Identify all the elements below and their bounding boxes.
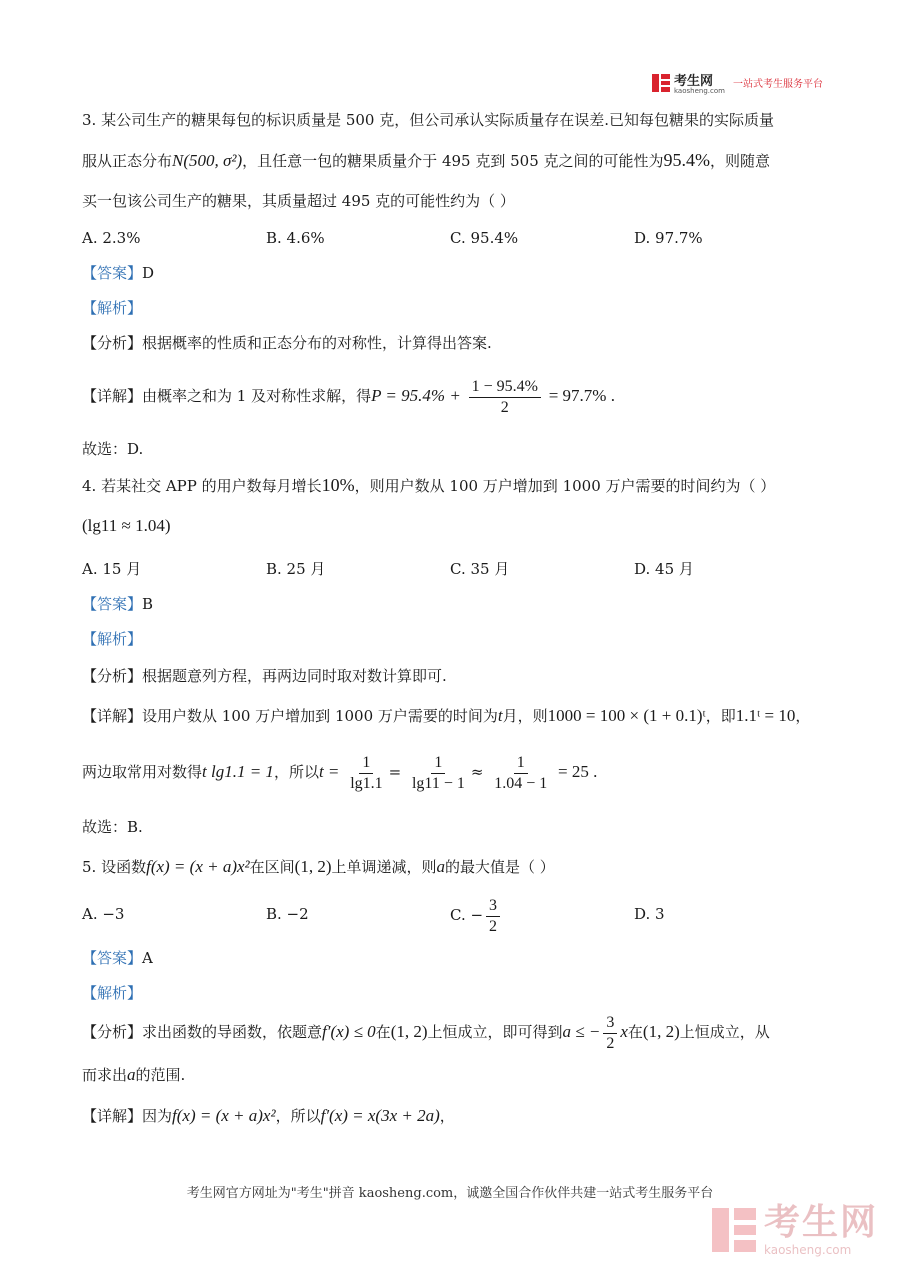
- q4-analysis: 【分析】根据题意列方程，再两边同时取对数计算即可.: [82, 667, 447, 685]
- q4-jiexi: 【解析】: [82, 630, 143, 648]
- q4-option-d: D. 45 月: [634, 560, 694, 578]
- q5-jiexi: 【解析】: [82, 984, 143, 1002]
- watermark: [712, 1203, 878, 1257]
- q3-option-b: B. 4.6%: [266, 229, 325, 247]
- q4-detail: 【详解】设用户数从 100 万户增加到 1000 万户需要的时间为t月，则1000 = 100 × (1 + 0.1)ᵗ，即1.1ᵗ = 10，: [82, 706, 811, 725]
- q3-option-c: C. 95.4%: [450, 229, 519, 247]
- q5-analysis: 【分析】求出函数的导函数，依题意f′(x) ≤ 0在(1, 2)上恒成立，即可得到a ≤ − $\frac{3}{2}$ x在(1, 2)上恒成立，从: [82, 1013, 770, 1052]
- q3-fraction: $\frac{1 - 95.4\%}{2}$: [469, 377, 541, 418]
- header-logo: [652, 70, 823, 95]
- normal-distribution: N(500, σ²): [172, 151, 243, 170]
- q3-option-d: D. 97.7%: [634, 229, 703, 247]
- q3-conclusion: 故选：D.: [82, 440, 144, 458]
- watermark-url: kaosheng.com: [764, 1243, 852, 1257]
- q5-detail: 【详解】因为f(x) = (x + a)x²，所以f′(x) = x(3x + 2a)，: [82, 1106, 455, 1125]
- q3-line3: 买一包该公司生产的糖果，其质量超过 495 克的可能性约为（ ）: [82, 192, 515, 210]
- q5-option-d: D. 3: [634, 905, 665, 923]
- q3-option-a: A. 2.3%: [82, 229, 141, 247]
- q3-answer: 【答案】D: [82, 264, 155, 282]
- q5-option-c: C. − $\frac{3}{2}$: [450, 893, 503, 937]
- q3-analysis: 【分析】根据概率的性质和正态分布的对称性，计算得出答案.: [82, 334, 492, 352]
- q4-answer: 【答案】B: [82, 595, 154, 613]
- q5-option-a: A. −3: [82, 905, 125, 923]
- q5-line1: 5. 设函数f(x) = (x + a)x²在区间(1, 2)上单调递减，则a的最大值是（ ）: [82, 857, 555, 876]
- q3-detail: 【详解】由概率之和为 1 及对称性求解，得P = 95.4% + $\frac{1 - 95.4\%}{2}$ = 97.7% .: [82, 377, 615, 416]
- header-url: kaosheng.com: [674, 87, 725, 95]
- watermark-name: 考生网: [764, 1202, 879, 1243]
- header-brand: 考生网: [674, 74, 714, 89]
- watermark-logo-icon: [712, 1208, 756, 1252]
- q4-detail-line2: 两边取常用对数得t lg1.1 = 1，所以t = $\frac{1}{\lg 1.1}$ = $\frac{1}{\lg 11 - 1}$ ≈ $\frac{1}{1.04 - 1}$ = 25 .: [82, 753, 598, 792]
- q5-analysis-line2: 而求出a的范围.: [82, 1065, 186, 1084]
- q3-line1: 3. 某公司生产的糖果每包的标识质量是 500 克，但公司承认实际质量存在误差.已知每包糖果的实际质量: [82, 111, 775, 129]
- q4-conclusion: 故选：B.: [82, 818, 143, 836]
- q5-option-b: B. −2: [266, 905, 309, 923]
- header-slogan: 一站式考生服务平台: [732, 79, 823, 90]
- footer-text: 考生网官方网址为"考生"拼音 kaosheng.com，诚邀全国合作伙伴共建一站式考生服务平台: [186, 1186, 714, 1201]
- q4-hint: (lg11 ≈ 1.04): [82, 516, 171, 535]
- q4-option-c: C. 35 月: [450, 560, 510, 578]
- q4-option-a: A. 15 月: [82, 560, 142, 578]
- q5-answer: 【答案】A: [82, 949, 153, 967]
- q3-line2: 服从正态分布N(500, σ²)，且任意一包的糖果质量介于 495 克到 505 克之间的可能性为95.4%，则随意: [82, 150, 771, 170]
- q3-jiexi: 【解析】: [82, 299, 143, 317]
- kaosheng-logo-icon: [652, 74, 670, 92]
- q4-option-b: B. 25 月: [266, 560, 326, 578]
- q4-line1: 4. 若某社交 APP 的用户数每月增长10%，则用户数从 100 万户增加到 1000 万户需要的时间约为（ ）: [82, 475, 776, 495]
